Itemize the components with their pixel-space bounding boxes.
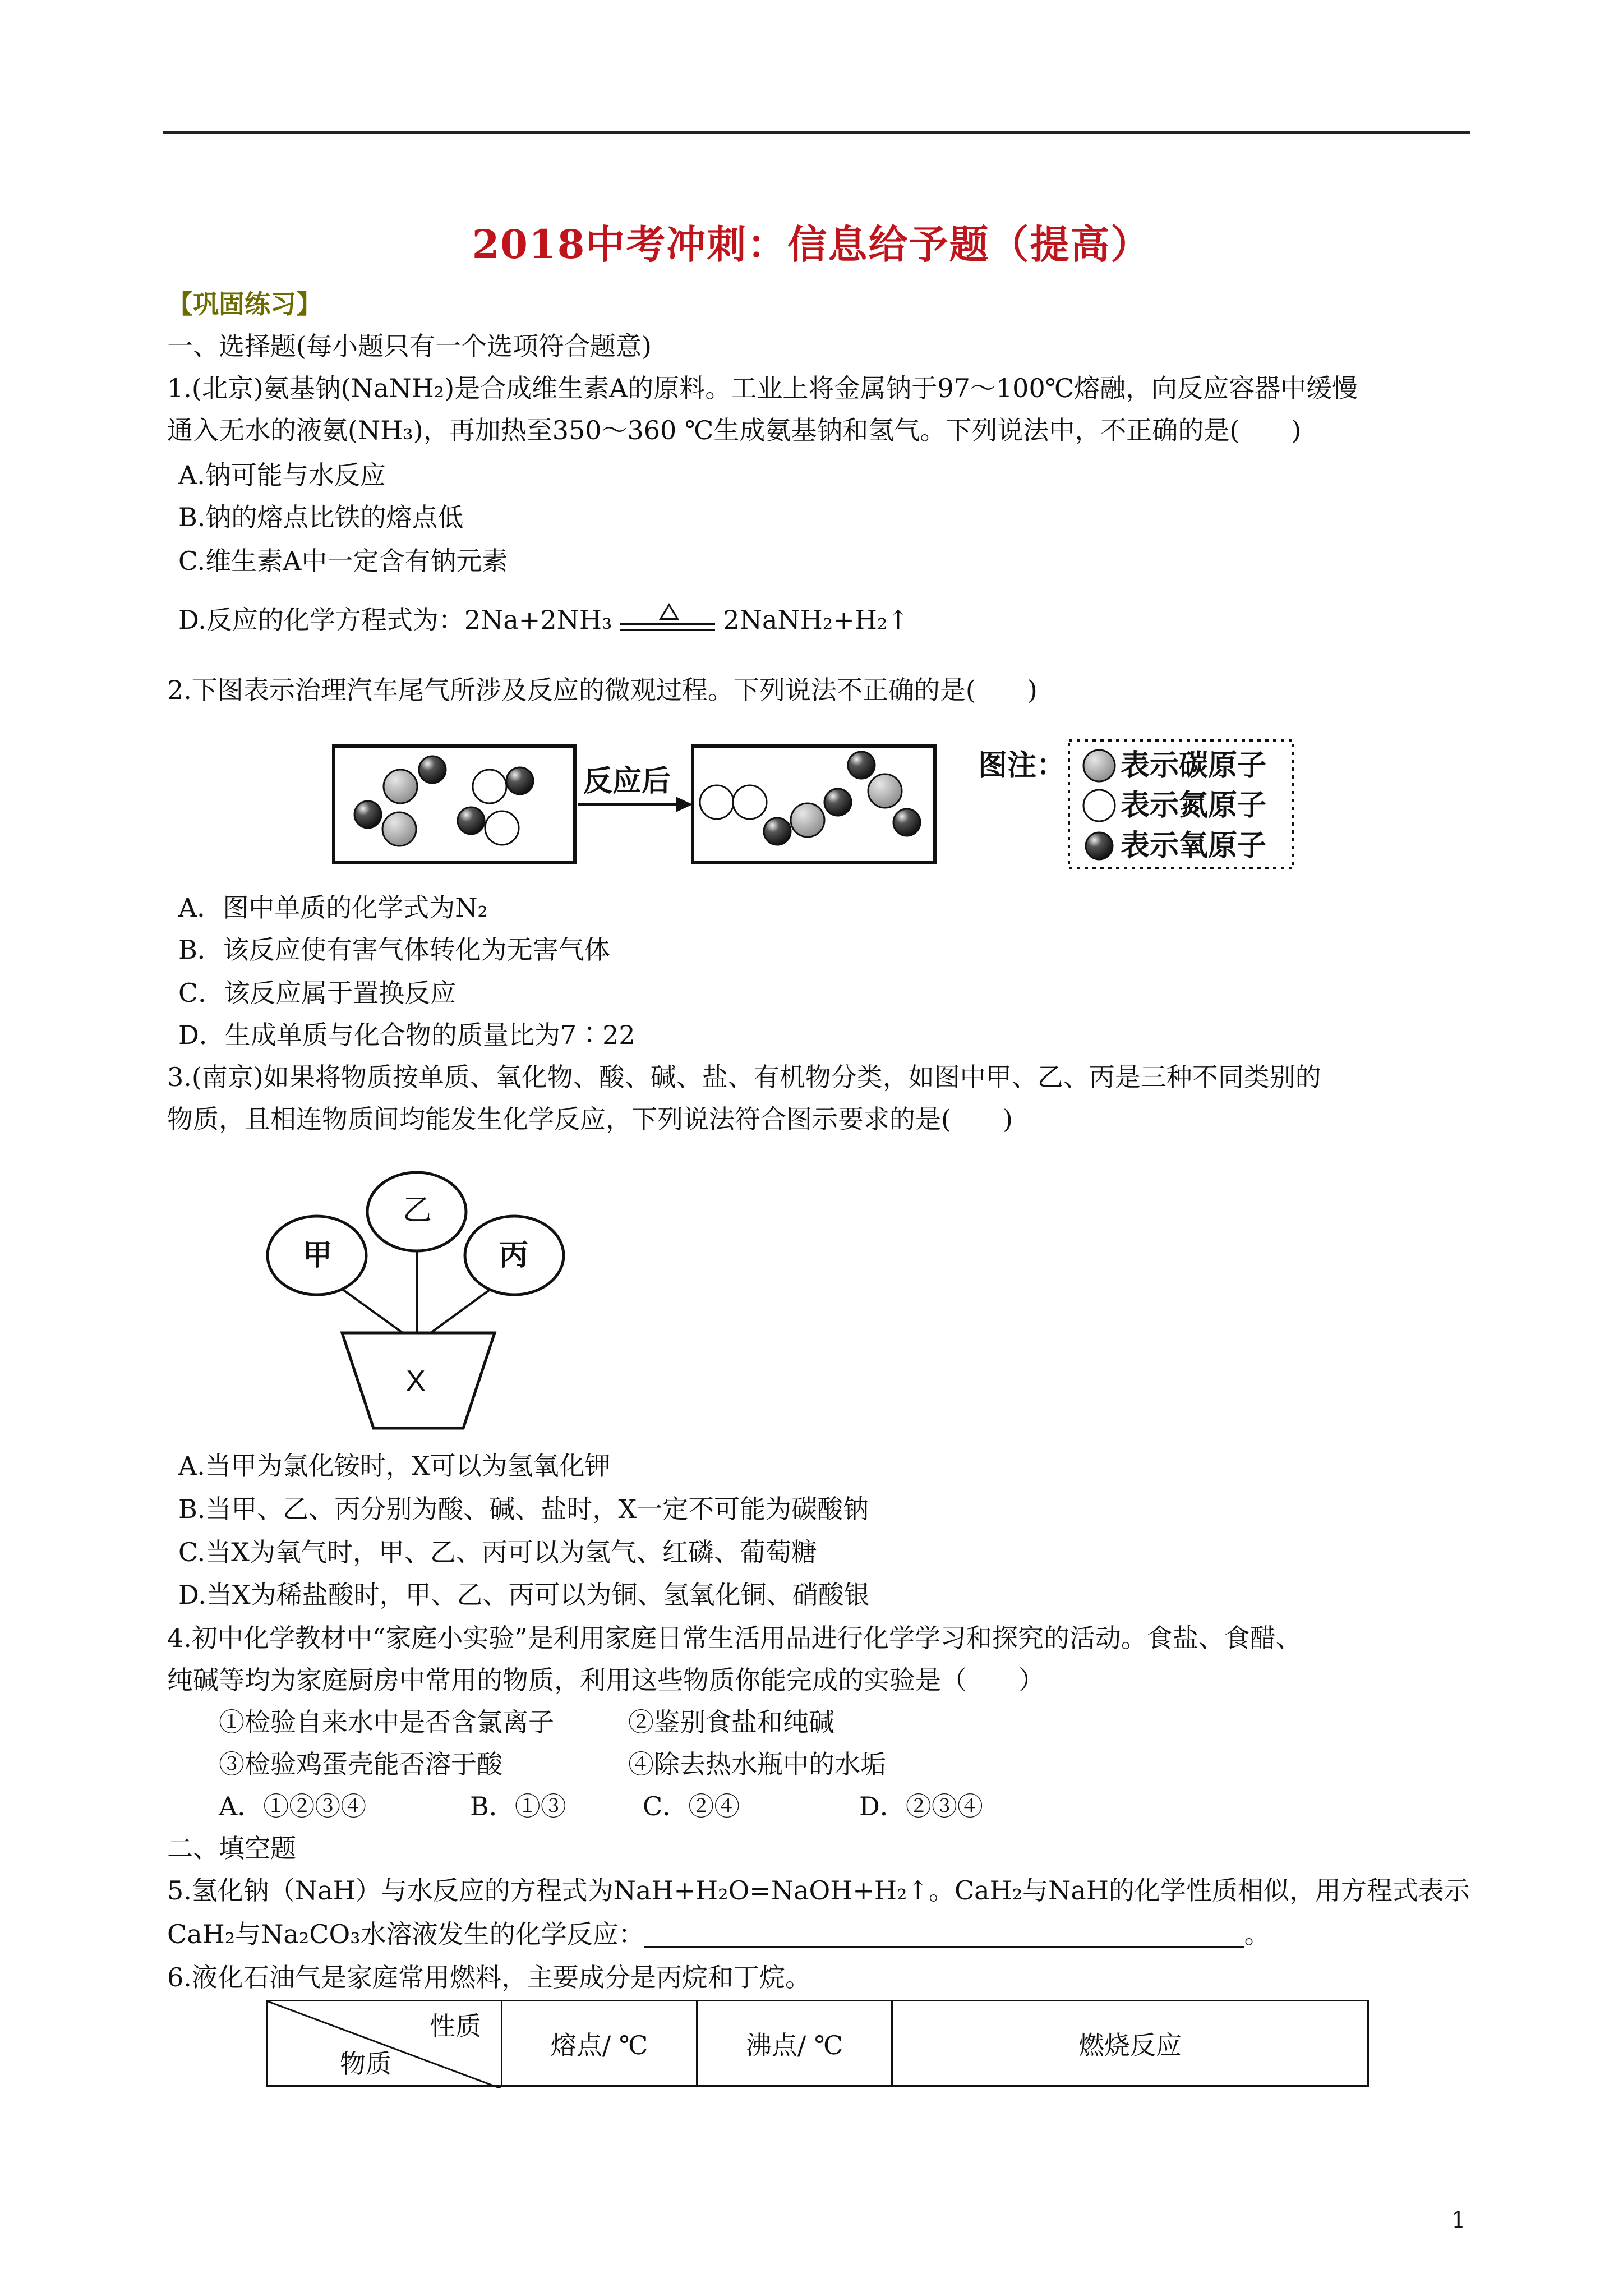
header-bottom-label: 物质 (340, 2049, 391, 2079)
carbon-atom-icon (868, 774, 902, 808)
col-boiling-point: 沸点/ ℃ (697, 2001, 892, 2086)
table-header-diagonal-cell (268, 2001, 502, 2086)
q1-d-prefix: D.反应的化学方程式为：2Na+2NH₃ (178, 605, 612, 635)
oxygen-atom-icon (419, 756, 446, 783)
q3-option-a: A.当甲为氯化铵时，X可以为氢氧化钾 (178, 1451, 611, 1481)
carbon-atom-icon (791, 803, 824, 837)
q5-line1: 5.氢化钠（NaH）与水反应的方程式为NaH+H₂O=NaOH+H₂↑。CaH₂与NaH的化学性质相似，用方程式表示 (167, 1875, 1470, 1906)
q4-option-d: D．②③④ (859, 1791, 983, 1821)
page-title: 2018中考冲刺：信息给予题（提高） (472, 221, 1151, 268)
legend-nitrogen-label: 表示氮原子 (1121, 789, 1267, 822)
q2-option-c: C．该反应属于置换反应 (178, 978, 457, 1008)
q5-line2-prefix: CaH₂与Na₂CO₃水溶液发生的化学反应： (167, 1919, 644, 1949)
q4-item-1: ①检验自来水中是否含氯离子 (219, 1707, 554, 1737)
q2-option-b: B．该反应使有害气体转化为无害气体 (178, 935, 610, 965)
oxygen-atom-icon (506, 767, 533, 794)
node-jia-label: 甲 (303, 1239, 333, 1272)
q4-item-2: ②鉴别食盐和纯碱 (628, 1707, 834, 1737)
arrow-label: 反应后 (583, 765, 671, 798)
q2-option-a: A．图中单质的化学式为N₂ (178, 892, 488, 923)
node-bing-label: 丙 (499, 1239, 529, 1272)
q4-option-c: C．②④ (643, 1791, 740, 1821)
part2-heading: 二、填空题 (167, 1833, 296, 1864)
carbon-atom-icon (384, 770, 417, 803)
link-bing-x (431, 1289, 491, 1333)
answer-blank[interactable] (644, 1920, 1244, 1948)
properties-table (266, 2000, 1369, 2087)
part1-heading: 一、选择题(每小题只有一个选项符合题意) (167, 331, 652, 361)
q4-option-a: A．①②③④ (219, 1791, 367, 1821)
q2-option-d: D．生成单质与化合物的质量比为7∶22 (178, 1020, 635, 1050)
q3-option-c: C.当X为氧气时，甲、乙、丙可以为氢气、红磷、葡萄糖 (178, 1537, 817, 1567)
node-yi-label: 乙 (403, 1194, 432, 1227)
arrow-head-icon (676, 797, 693, 812)
legend-carbon-icon (1083, 750, 1115, 781)
node-x-label: X (406, 1365, 426, 1397)
legend-nitrogen-icon (1083, 790, 1115, 821)
legend-title: 图注： (978, 749, 1066, 783)
nitrogen-atom-icon (473, 770, 506, 803)
page-number: 1 (1451, 2207, 1466, 2233)
carbon-atom-icon (382, 812, 416, 846)
q5-line2-suffix: 。 (1244, 1919, 1270, 1949)
header-top-label: 性质 (430, 2011, 481, 2041)
q1-line1: 1.(北京)氨基钠(NaNH₂)是合成维生素A的原料。工业上将金属钠于97～100℃熔融，向反应容器中缓慢 (167, 373, 1358, 403)
q6-stem: 6.液化石油气是家庭常用燃料，主要成分是丙烷和丁烷。 (167, 1962, 811, 1993)
nitrogen-atom-icon (700, 785, 734, 819)
nitrogen-atom-icon (733, 785, 767, 819)
q3-line1: 3.(南京)如果将物质按单质、氧化物、酸、碱、盐、有机物分类，如图中甲、乙、丙是三种不同类别的 (167, 1062, 1321, 1092)
q3-option-d: D.当X为稀盐酸时，甲、乙、丙可以为铜、氢氧化铜、硝酸银 (178, 1580, 870, 1610)
q1-d-suffix: 2NaNH₂+H₂↑ (723, 605, 909, 635)
q3-option-b: B.当甲、乙、丙分别为酸、碱、盐时，X一定不可能为碳酸钠 (178, 1494, 869, 1524)
link-jia-x (342, 1289, 403, 1333)
q1-option-c: C.维生素A中一定含有钠元素 (178, 546, 508, 576)
oxygen-atom-icon (848, 752, 875, 779)
q1-option-b: B.钠的熔点比铁的熔点低 (178, 502, 464, 532)
section-label: 【巩固练习】 (167, 289, 322, 319)
oxygen-atom-icon (824, 789, 851, 816)
nitrogen-atom-icon (485, 811, 519, 845)
col-combustion: 燃烧反应 (892, 2001, 1368, 2086)
q4-line1: 4.初中化学教材中“家庭小实验”是利用家庭日常生活用品进行化学学习和探究的活动。食盐、食醋、 (167, 1623, 1302, 1653)
q5-line2 (167, 1917, 1270, 1951)
q4-option-b: B．①③ (470, 1791, 566, 1821)
oxygen-atom-icon (764, 818, 791, 845)
q4-item-4: ④除去热水瓶中的水垢 (628, 1749, 886, 1779)
legend-oxygen-icon (1086, 832, 1113, 859)
legend-carbon-label: 表示碳原子 (1121, 749, 1267, 783)
oxygen-atom-icon (458, 807, 485, 834)
q4-line2: 纯碱等均为家庭厨房中常用的物质，利用这些物质你能完成的实验是（ ） (167, 1665, 1044, 1695)
oxygen-atom-icon (893, 809, 920, 836)
q1-line2: 通入无水的液氨(NH₃)，再加热至350～360 ℃生成氨基钠和氢气。下列说法中，不正确的是( ) (167, 415, 1302, 445)
oxygen-atom-icon (354, 801, 381, 828)
q3-line2: 物质，且相连物质间均能发生化学反应，下列说法符合图示要求的是( ) (167, 1104, 1013, 1134)
q1-option-a: A.钠可能与水反应 (178, 460, 386, 490)
col-melting-point: 熔点/ ℃ (502, 2001, 697, 2086)
q2-stem: 2.下图表示治理汽车尾气所涉及反应的微观过程。下列说法不正确的是( ) (167, 675, 1038, 705)
q4-item-3: ③检验鸡蛋壳能否溶于酸 (219, 1749, 502, 1779)
legend-oxygen-label: 表示氧原子 (1121, 829, 1267, 863)
